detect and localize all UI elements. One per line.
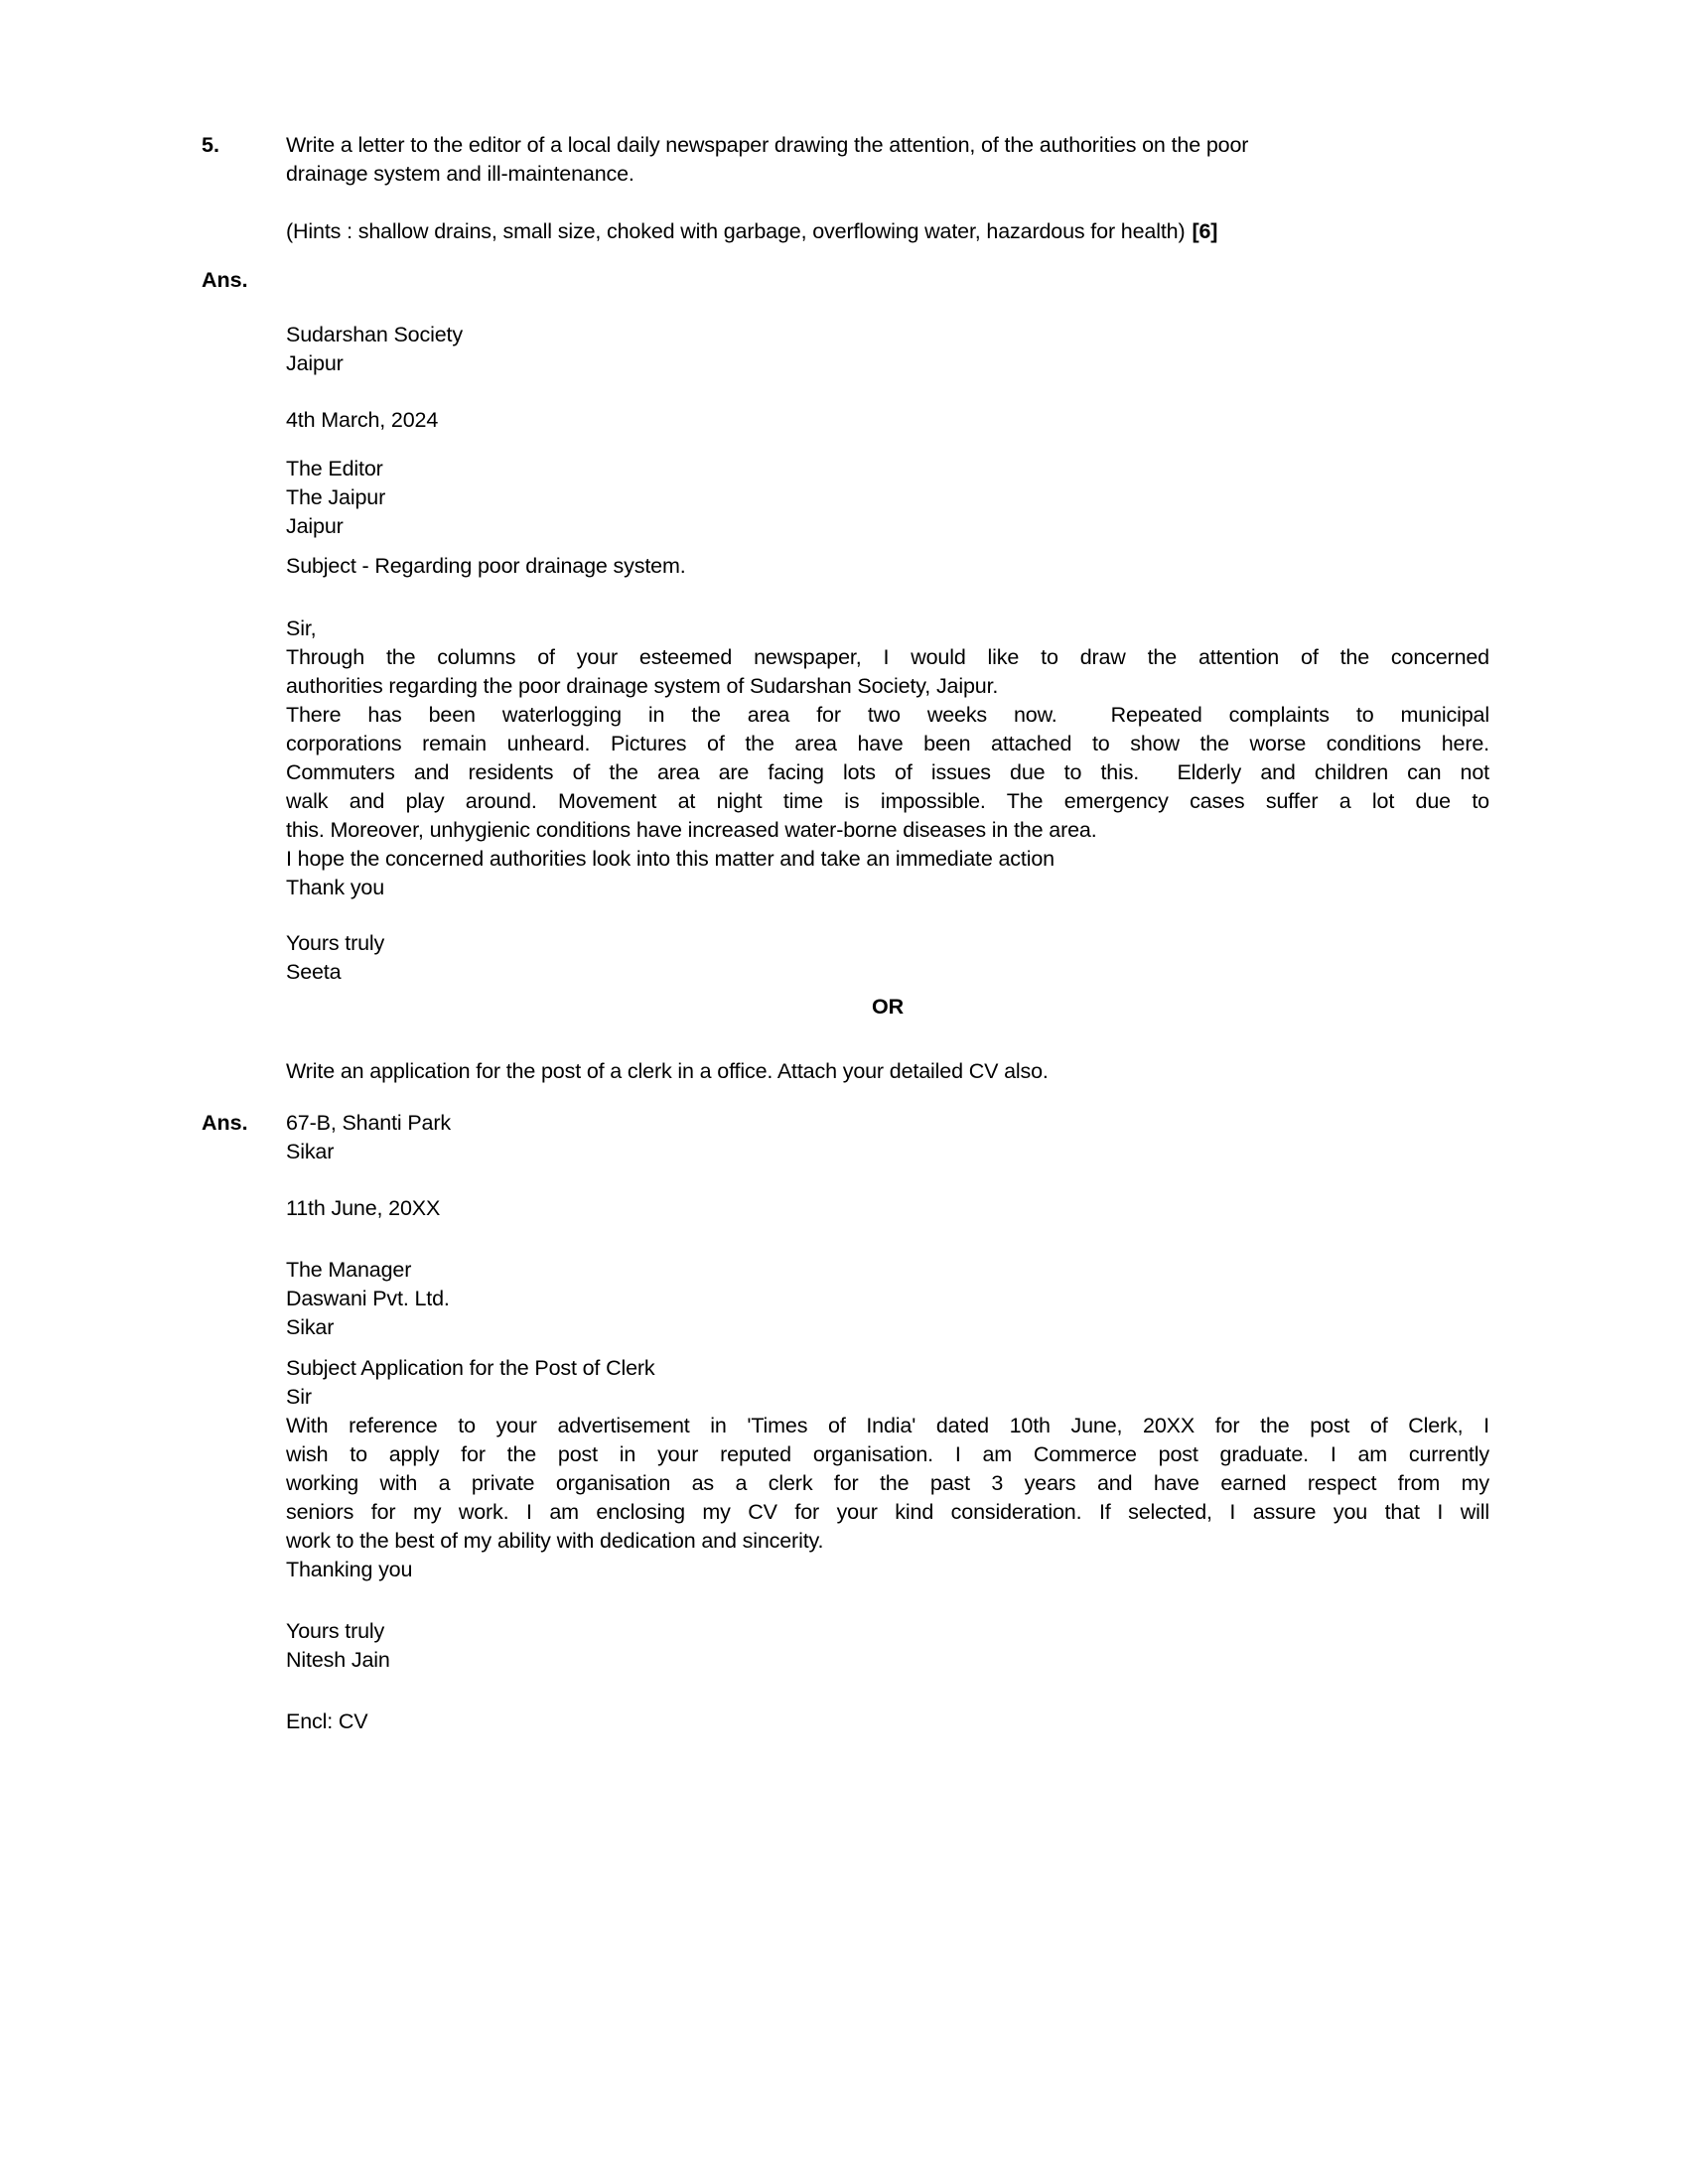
answer1-body-line-4: corporations remain unheard. Pictures of the area have been attached to show the worse conditions here.: [286, 732, 1489, 755]
answer-label-1: Ans.: [202, 268, 248, 292]
answer1-recipient-line-3: Jaipur: [286, 514, 344, 538]
answer1-signature: Seeta: [286, 960, 342, 984]
answer2-body-line-4: seniors for my work. I am enclosing my CV for your kind consideration. If selected, I assure you that I will: [286, 1500, 1489, 1524]
answer1-body-line-6: walk and play around. Movement at night time is impossible. The emergency cases suffer a lot due to: [286, 789, 1489, 813]
answer2-body-line-3: working with a private organisation as a clerk for the past 3 years and have earned respect from my: [286, 1471, 1489, 1495]
answer1-closing-line-2: Thank you: [286, 876, 385, 899]
answer1-body-line-2: authorities regarding the poor drainage system of Sudarshan Society, Jaipur.: [286, 674, 999, 698]
answer1-closing: [286, 845, 1489, 902]
question-hints-text: (Hints : shallow drains, small size, choked with garbage, overflowing water, hazardous for health): [286, 219, 1186, 243]
answer1-signoff: Yours truly: [286, 931, 385, 955]
answer1-sender-address: [286, 321, 1489, 378]
answer1-sender-line-1: Sudarshan Society: [286, 323, 463, 346]
answer1-body: [286, 643, 1489, 845]
question-marks: [6]: [1192, 219, 1218, 243]
answer2-body-line-1: With reference to your advertisement in 'Times of India' dated 10th June, 20XX for the post of Clerk, I: [286, 1414, 1489, 1437]
answer1-subject: Subject - Regarding poor drainage system.: [286, 554, 686, 578]
answer-label-2: Ans.: [202, 1111, 248, 1135]
answer2-closing: Thanking you: [286, 1558, 413, 1581]
answer1-body-line-3: There has been waterlogging in the area for two weeks now. Repeated complaints to municipal: [286, 703, 1489, 727]
answer1-body-line-5: Commuters and residents of the area are facing lots of issues due to this. Elderly and children can not: [286, 760, 1489, 784]
question-hints: [286, 217, 1489, 246]
answer1-salutation: Sir,: [286, 616, 317, 640]
answer2-enclosure: Encl: CV: [286, 1709, 368, 1733]
answer2-salutation: Sir: [286, 1385, 312, 1409]
answer1-body-line-7: this. Moreover, unhygienic conditions have increased water-borne diseases in the area.: [286, 818, 1097, 842]
answer2-signature-block: [286, 1617, 1489, 1675]
answer2-body-line-2: wish to apply for the post in your reputed organisation. I am Commerce post graduate. I am currently: [286, 1442, 1489, 1466]
answer1-sender-line-2: Jaipur: [286, 351, 344, 375]
answer1-signature-block: [286, 929, 1489, 987]
answer2-sender-address: [286, 1109, 1489, 1166]
answer1-closing-line-1: I hope the concerned authorities look into this matter and take an immediate action: [286, 847, 1055, 871]
answer2-recipient-line-2: Daswani Pvt. Ltd.: [286, 1287, 450, 1310]
alternate-question: Write an application for the post of a clerk in a office. Attach your detailed CV also.: [286, 1059, 1049, 1083]
answer2-signoff: Yours truly: [286, 1619, 385, 1643]
answer2-date: 11th June, 20XX: [286, 1196, 441, 1220]
question-prompt-line-1: Write a letter to the editor of a local daily newspaper drawing the attention, of the authorities on the poor: [286, 133, 1249, 157]
answer2-sender-line-1: 67-B, Shanti Park: [286, 1111, 451, 1135]
answer2-recipient-line-1: The Manager: [286, 1258, 412, 1282]
answer2-subject: Subject Application for the Post of Clerk: [286, 1356, 655, 1380]
answer1-recipient-line-1: The Editor: [286, 457, 383, 480]
answer2-body-line-5: work to the best of my ability with dedication and sincerity.: [286, 1529, 824, 1553]
question-prompt-line-2: drainage system and ill-maintenance.: [286, 162, 634, 186]
question-number: 5.: [202, 133, 219, 157]
answer2-signature: Nitesh Jain: [286, 1648, 390, 1672]
answer1-date: 4th March, 2024: [286, 408, 439, 432]
answer1-recipient: [286, 455, 1489, 541]
answer2-recipient: [286, 1256, 1489, 1342]
answer2-sender-line-2: Sikar: [286, 1140, 335, 1163]
question-prompt: [286, 131, 1489, 189]
answer2-body: [286, 1412, 1489, 1556]
or-divider: OR: [872, 995, 904, 1019]
answer1-recipient-line-2: The Jaipur: [286, 485, 386, 509]
answer1-body-line-1: Through the columns of your esteemed newspaper, I would like to draw the attention of the concerned: [286, 645, 1489, 669]
answer2-recipient-line-3: Sikar: [286, 1315, 335, 1339]
